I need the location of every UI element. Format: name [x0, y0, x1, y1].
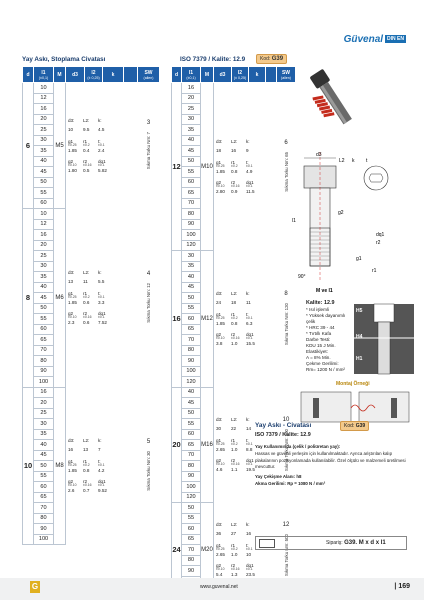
- table-row: [23, 387, 160, 398]
- l1-value: 45: [182, 146, 201, 157]
- head-k: k: [249, 67, 266, 83]
- l1-value: 50: [182, 408, 201, 419]
- l1-value: 60: [182, 177, 201, 188]
- sw-value: 6: [284, 139, 288, 146]
- d-value: 10: [23, 387, 34, 545]
- l1-value: 70: [34, 345, 54, 356]
- footer-letter: G: [31, 582, 39, 591]
- l1-value: 50: [182, 503, 201, 514]
- l1-value: 80: [34, 513, 54, 524]
- sw-value: 8: [284, 290, 288, 297]
- param-block: g1 r1 t: ±0.25 ±0.2 ±0.1 2.65 1.0 10: [216, 542, 253, 557]
- l1-value: 35: [34, 146, 54, 157]
- l1-value: 45: [182, 282, 201, 293]
- svg-text:g1: g1: [356, 256, 362, 262]
- l1-value: 30: [34, 419, 54, 430]
- l1-value: 90: [34, 366, 54, 377]
- sw-value: 3: [146, 120, 151, 127]
- head-l2: l2 (± 0,25): [232, 67, 249, 83]
- head-m: M: [201, 67, 214, 83]
- l1-value: 10: [34, 209, 54, 220]
- l1-value: 40: [182, 387, 201, 398]
- head-sw: SW (allen): [138, 67, 160, 83]
- l1-value: 16: [34, 387, 54, 398]
- l1-value: 90: [182, 356, 201, 367]
- l1-value: 12: [34, 219, 54, 230]
- l1-value: 55: [182, 303, 201, 314]
- mail-icon: [259, 539, 275, 548]
- torque-label: Sıkma Torku Nm: 120: [283, 302, 289, 345]
- l1-value: 35: [182, 261, 201, 272]
- m-value: M16: [201, 387, 214, 503]
- code-badge: Kod: G39: [256, 54, 287, 64]
- technical-drawing: [276, 132, 416, 302]
- svg-text:d3: d3: [316, 152, 322, 158]
- sw-cell: [138, 209, 160, 388]
- param-cell: [66, 387, 138, 545]
- m-value: M6: [54, 209, 66, 388]
- l1-value: 70: [182, 335, 201, 346]
- svg-text:r1: r1: [372, 268, 377, 274]
- torque-label: Sıkma Torku Nm: 7: [146, 132, 151, 170]
- l1-value: 55: [182, 419, 201, 430]
- svg-text:l1: l1: [292, 218, 296, 224]
- material-specs: Kalite: 12.9 * Isıl işlemli * Yüksek dayanımlı çelik * HRC 39 - 44 * Tırtıllı Kafa Darbe Testi: KDU 15 J Min. Elastikiyet: A = 8% Min. Çekme Gerilimi: Rm= 1200 N / mm²: [306, 300, 346, 372]
- svg-text:g2: g2: [338, 210, 344, 216]
- yay-code-badge: Kod: G39: [340, 421, 369, 431]
- yay-title: Yay Askı - Civatası: [255, 422, 312, 429]
- d-value: 16: [172, 251, 182, 388]
- param-block: d3: L2: k: 10 9.5 4.5: [68, 118, 105, 133]
- head-sw: SW (allen): [277, 67, 296, 83]
- l1-value: 60: [182, 314, 201, 325]
- l1-value: 50: [34, 461, 54, 472]
- l1-value: 65: [34, 335, 54, 346]
- param-block: g2 r2 dq1 ±0.10 ±0.16 ±0.1 1.80 0.5 5.82: [68, 158, 107, 174]
- l1-value: 25: [34, 408, 54, 419]
- l1-value: 16: [182, 83, 201, 94]
- l1-value: 65: [34, 492, 54, 503]
- standard-title: ISO 7379 / Kalite: 12.9: [180, 56, 246, 63]
- tolerance-h4: H4: [356, 334, 363, 340]
- l1-value: 60: [182, 429, 201, 440]
- param-cell: [66, 209, 138, 388]
- svg-text:L2: L2: [339, 158, 345, 164]
- m-value: M5: [54, 83, 66, 209]
- l1-value: 65: [182, 440, 201, 451]
- l1-value: 60: [34, 482, 54, 493]
- l1-value: 50: [34, 177, 54, 188]
- param-block: g2 r2 dq1 ±0.10 ±0.16 ±0.1 4.6 1.1 19.5: [216, 457, 255, 473]
- l1-value: 70: [182, 450, 201, 461]
- svg-text:M ve l1: M ve l1: [316, 288, 333, 294]
- param-block: d3: L2: k: 13 11 5.5: [68, 270, 105, 285]
- svg-text:dq1: dq1: [376, 232, 385, 238]
- table-row: [172, 387, 296, 398]
- table-row: [23, 209, 160, 220]
- l1-value: 12: [34, 93, 54, 104]
- d-value: 12: [172, 83, 182, 251]
- l1-value: 70: [182, 545, 201, 556]
- l1-value: 20: [182, 93, 201, 104]
- l1-value: 60: [34, 198, 54, 209]
- param-block: g2 r2 dq1 ±0.10 ±0.16 ±0.1 2.3 0.6 7.52: [68, 310, 107, 326]
- m-value: M8: [54, 387, 66, 545]
- head-d3: d3: [214, 67, 232, 83]
- l1-value: 100: [34, 534, 54, 545]
- l1-value: 16: [34, 230, 54, 241]
- torque-label: Sıkma Torku Nm: 65: [283, 151, 289, 192]
- brand-logo: Güvenal DIN EN: [343, 34, 404, 45]
- description: Yay Kullanımında (çelik / poliüretan yay): Hassas ve güvenli yerleşim için kullanılmaktadır. Ayrıca ariştırılan kalıp plakalarının pozisyonlamada kullanılabilir. Özel ölçülü ve malzemeli üretilmesi mevcuttur. Yay Çekişme Alanı: h8 Akma Gerilimi: Rp = 1080 N / mm²: [255, 444, 406, 487]
- param-block: g2 r2 dq1 ±0.10 ±0.16 ±0.1 2.6 0.7 9.52: [68, 478, 107, 494]
- param-block: g1 r1 t: ±0.25 ±0.2 ±0.1 1.85 0.8 4.2: [68, 458, 105, 473]
- l1-value: 45: [34, 167, 54, 178]
- svg-text:k: k: [352, 158, 355, 164]
- l1-value: 70: [182, 198, 201, 209]
- param-block: g2 r2 dq1 ±0.10 ±0.16 ±0.1 2.80 0.9 11.5: [216, 179, 255, 195]
- head-l1: l1 (±0,1): [182, 67, 201, 83]
- l1-value: 120: [182, 492, 201, 503]
- l1-value: 20: [34, 398, 54, 409]
- sw-cell: [138, 83, 160, 209]
- head-d: d: [23, 67, 34, 83]
- table-row: [23, 83, 160, 94]
- l1-value: 10: [34, 83, 54, 94]
- d-value: 8: [23, 209, 34, 388]
- l1-value: 60: [34, 324, 54, 335]
- l1-value: 80: [182, 555, 201, 566]
- sw-value: 4: [146, 270, 151, 277]
- param-block: d3: L2: k: 36 27 16: [216, 522, 252, 537]
- l1-value: 80: [34, 356, 54, 367]
- l1-value: 80: [182, 461, 201, 472]
- l1-value: 30: [34, 261, 54, 272]
- l1-value: 35: [34, 272, 54, 283]
- param-block: g1 r1 t: ±0.25 ±0.2 ±0.1 1.85 0.4 2.4: [68, 138, 105, 153]
- l1-value: 120: [182, 240, 201, 251]
- l1-value: 90: [182, 566, 201, 577]
- head-l2: l2 (± 0,25): [85, 67, 103, 83]
- l1-value: 65: [182, 534, 201, 545]
- param-cell: [214, 83, 277, 251]
- param-cell: [66, 83, 138, 209]
- page-number: | 169: [394, 583, 410, 590]
- head-d3: d3: [66, 67, 85, 83]
- head-d: d: [172, 67, 182, 83]
- l1-value: 25: [182, 104, 201, 115]
- sw-value: 5: [146, 438, 151, 445]
- head-l1: l1 (±0,1): [34, 67, 54, 83]
- l1-value: 40: [182, 272, 201, 283]
- table-row: [172, 83, 296, 94]
- param-block: d3: L2: k: 18 16 9: [216, 139, 250, 154]
- torque-label: Sıkma Torku Nm: 30: [146, 450, 151, 491]
- l1-value: 55: [34, 188, 54, 199]
- l1-value: 90: [34, 524, 54, 535]
- l1-value: 50: [182, 156, 201, 167]
- d-value: 24: [172, 503, 182, 598]
- l1-value: 20: [34, 240, 54, 251]
- l1-value: 25: [34, 251, 54, 262]
- sw-value: 12: [282, 521, 290, 528]
- l1-value: 55: [182, 513, 201, 524]
- l1-value: 65: [182, 324, 201, 335]
- head-blank: [124, 67, 138, 83]
- l1-value: 35: [182, 125, 201, 136]
- l1-value: 40: [34, 156, 54, 167]
- head-blank: [266, 67, 277, 83]
- l1-value: 25: [34, 125, 54, 136]
- l1-value: 100: [182, 482, 201, 493]
- order-box: Sipariş: G39. M x d x l1: [255, 536, 407, 550]
- l1-value: 80: [182, 209, 201, 220]
- svg-text:90°: 90°: [298, 274, 306, 280]
- l1-value: 90: [182, 219, 201, 230]
- l1-value: 90: [182, 471, 201, 482]
- param-block: g1 r1 t: ±0.25 ±0.2 ±0.1 1.85 0.8 6.3: [216, 311, 253, 326]
- l1-value: 30: [182, 251, 201, 262]
- l1-value: 30: [34, 135, 54, 146]
- assembly-label: Montaj Örneği: [336, 381, 370, 387]
- m-value: M12: [201, 251, 214, 388]
- l1-value: 40: [182, 135, 201, 146]
- l1-value: 16: [34, 104, 54, 115]
- tolerance-h5: H5: [356, 308, 363, 314]
- l1-value: 100: [182, 230, 201, 241]
- torque-label: Sıkma Torku Nm: 500: [283, 533, 289, 576]
- torque-label: Sıkma Torku Nm: 12: [146, 282, 151, 323]
- l1-value: 45: [34, 450, 54, 461]
- l1-value: 50: [34, 303, 54, 314]
- svg-text:r2: r2: [376, 240, 381, 246]
- param-block: d3: L2: k: 24 18 11: [216, 291, 251, 306]
- param-block: g1 r1 t: ±0.25 ±0.2 ±0.1 1.85 0.6 3.3: [68, 290, 105, 305]
- table-row: [172, 503, 296, 514]
- l1-value: 65: [182, 188, 201, 199]
- param-cell: [214, 251, 277, 388]
- param-block: g1 r1 t: ±0.25 ±0.2 ±0.1 1.85 0.8 4.9: [216, 159, 253, 174]
- l1-value: 100: [34, 377, 54, 388]
- assembly-drawing: [295, 388, 415, 424]
- l1-value: 120: [182, 377, 201, 388]
- footer-url: www.guvenal.net: [200, 584, 238, 590]
- param-block: d3: L2: k: 30 22 14: [216, 417, 252, 432]
- l1-value: 60: [182, 524, 201, 535]
- product-image: [303, 66, 363, 132]
- l1-value: 30: [182, 114, 201, 125]
- svg-text:t: t: [366, 158, 368, 164]
- param-block: g2 r2 dq1 ±0.10 ±0.16 ±0.1 5.4 1.3 23.5: [216, 562, 255, 578]
- param-block: g2 r2 dq1 ±0.10 ±0.16 ±0.1 3.8 1.0 15.5: [216, 331, 255, 347]
- l1-value: 35: [34, 429, 54, 440]
- d-value: 6: [23, 83, 34, 209]
- l1-value: 50: [182, 293, 201, 304]
- yay-standard: ISO 7379 / Kalite: 12.9: [255, 432, 311, 438]
- l1-value: 55: [182, 167, 201, 178]
- m-value: M20: [201, 503, 214, 598]
- footer: [0, 578, 424, 600]
- param-block: g1 r1 t: ±0.25 ±0.2 ±0.1 2.65 1.0 8.8: [216, 437, 253, 452]
- l1-value: 20: [34, 114, 54, 125]
- l1-value: 55: [34, 471, 54, 482]
- head-k: k: [103, 67, 124, 83]
- l1-value: 80: [182, 345, 201, 356]
- sw-cell: [138, 387, 160, 545]
- tolerance-h1: H1: [356, 356, 363, 362]
- left-table: [22, 66, 160, 545]
- l1-value: 45: [34, 293, 54, 304]
- m-value: M10: [201, 83, 214, 251]
- l1-value: 40: [34, 440, 54, 451]
- param-block: d3: L2: k: 16 13 7: [68, 438, 102, 453]
- l1-value: 55: [34, 314, 54, 325]
- d-value: 20: [172, 387, 182, 503]
- sw-value: 10: [282, 416, 290, 423]
- l1-value: 70: [34, 503, 54, 514]
- torque-label: Sıkma Torku Nm: 290: [283, 428, 289, 471]
- head-m: M: [54, 67, 66, 83]
- left-title: Yay Askı, Stoplama Civatası: [22, 56, 106, 63]
- l1-value: 45: [182, 398, 201, 409]
- l1-value: 40: [34, 282, 54, 293]
- l1-value: 100: [182, 366, 201, 377]
